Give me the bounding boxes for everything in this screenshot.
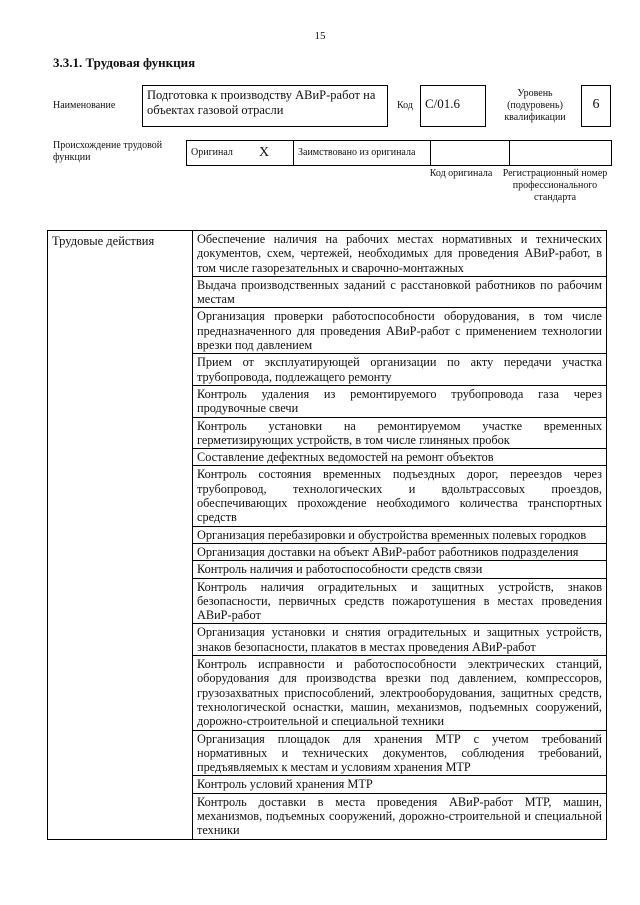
labor-actions-table: [47, 230, 607, 840]
action-item: Обеспечение наличия на рабочих местах нормативных и технических документов, схем, чертежей, необходимых для проведения АВиР-работ, в том числе газорезательных и сварочно-монтажных: [193, 231, 606, 277]
code-label: Код: [397, 100, 413, 111]
level-value-box: 6: [581, 85, 611, 127]
borrowed-label: Заимствовано из оригинала: [294, 141, 431, 166]
action-item: Прием от эксплуатирующей организации по акту передачи участка трубопровода, подлежащего ремонту: [193, 354, 606, 386]
action-item: Организация доставки на объект АВиР-работ работников подразделения: [193, 544, 606, 561]
action-item: Контроль состояния временных подъездных дорог, переездов через трубопровод, технологических и вдольтрассовых проездов, обеспечивающих прохождение необходимого количества транспортных средств: [193, 466, 606, 526]
origin-table: [186, 140, 612, 166]
action-item: Контроль условий хранения МТР: [193, 776, 606, 793]
reg-number-label: Регистрационный номер профессионального стандарта: [502, 168, 608, 203]
action-item: Организация площадок для хранения МТР с учетом требований нормативных и технических документов, соблюдения требований, предъявляемых к местам и условиям хранения МТР: [193, 731, 606, 777]
action-item: Контроль удаления из ремонтируемого трубопровода газа через продувочные свечи: [193, 386, 606, 418]
level-label: Уровень (подуровень) квалификации: [504, 88, 566, 123]
page-number: 15: [314, 30, 326, 42]
labor-actions-list: [193, 231, 607, 840]
action-item: Контроль установки на ремонтируемом участке временных герметизирующих устройств, в том числе глиняных пробок: [193, 418, 606, 450]
section-title: 3.3.1. Трудовая функция: [53, 55, 196, 70]
name-label: Наименование: [53, 100, 116, 111]
reg-number-cell: [510, 141, 612, 166]
action-item: Организация установки и снятия оградительных и защитных устройств, знаков безопасности, плакатов в местах проведения АВиР-работ: [193, 624, 606, 656]
action-item: Составление дефектных ведомостей на ремонт объектов: [193, 449, 606, 466]
labor-actions-label: Трудовые действия: [48, 231, 193, 840]
function-code-box: С/01.6: [420, 85, 486, 127]
action-item: Контроль наличия и работоспособности средств связи: [193, 561, 606, 578]
function-name-box: Подготовка к производству АВиР-работ на объектах газовой отрасли: [142, 85, 388, 127]
origin-label: Происхождение трудовой функции: [53, 140, 163, 163]
original-mark: X: [255, 141, 294, 166]
action-item: Контроль исправности и работоспособности электрических станций, оборудования для производства врезки под давлением, компрессоров, грузозахватных приспособлений, электрооборудования, защитных средств, технологической оснастки, машин, механизмов, подъемных сооружений, дорожно-строительной и специальной техники: [193, 656, 606, 730]
action-item: Выдача производственных заданий с расстановкой работников по рабочим местам: [193, 277, 606, 309]
action-item: Контроль доставки в места проведения АВиР-работ МТР, машин, механизмов, подъемных сооружений, дорожно-строительной и специальной техники: [197, 794, 602, 838]
action-item: Организация проверки работоспособности оборудования, в том числе предназначенного для проведения АВиР-работ с применением технологии врезки под давлением: [193, 308, 606, 354]
action-item: Контроль наличия оградительных и защитных устройств, знаков безопасности, первичных средств пожаротушения в местах проведения АВиР-работ: [193, 579, 606, 625]
original-code-cell: [431, 141, 510, 166]
original-label: Оригинал: [187, 141, 256, 166]
action-item: Организация перебазировки и обустройства временных полевых городков: [193, 527, 606, 544]
code-original-label: Код оригинала: [429, 168, 493, 179]
